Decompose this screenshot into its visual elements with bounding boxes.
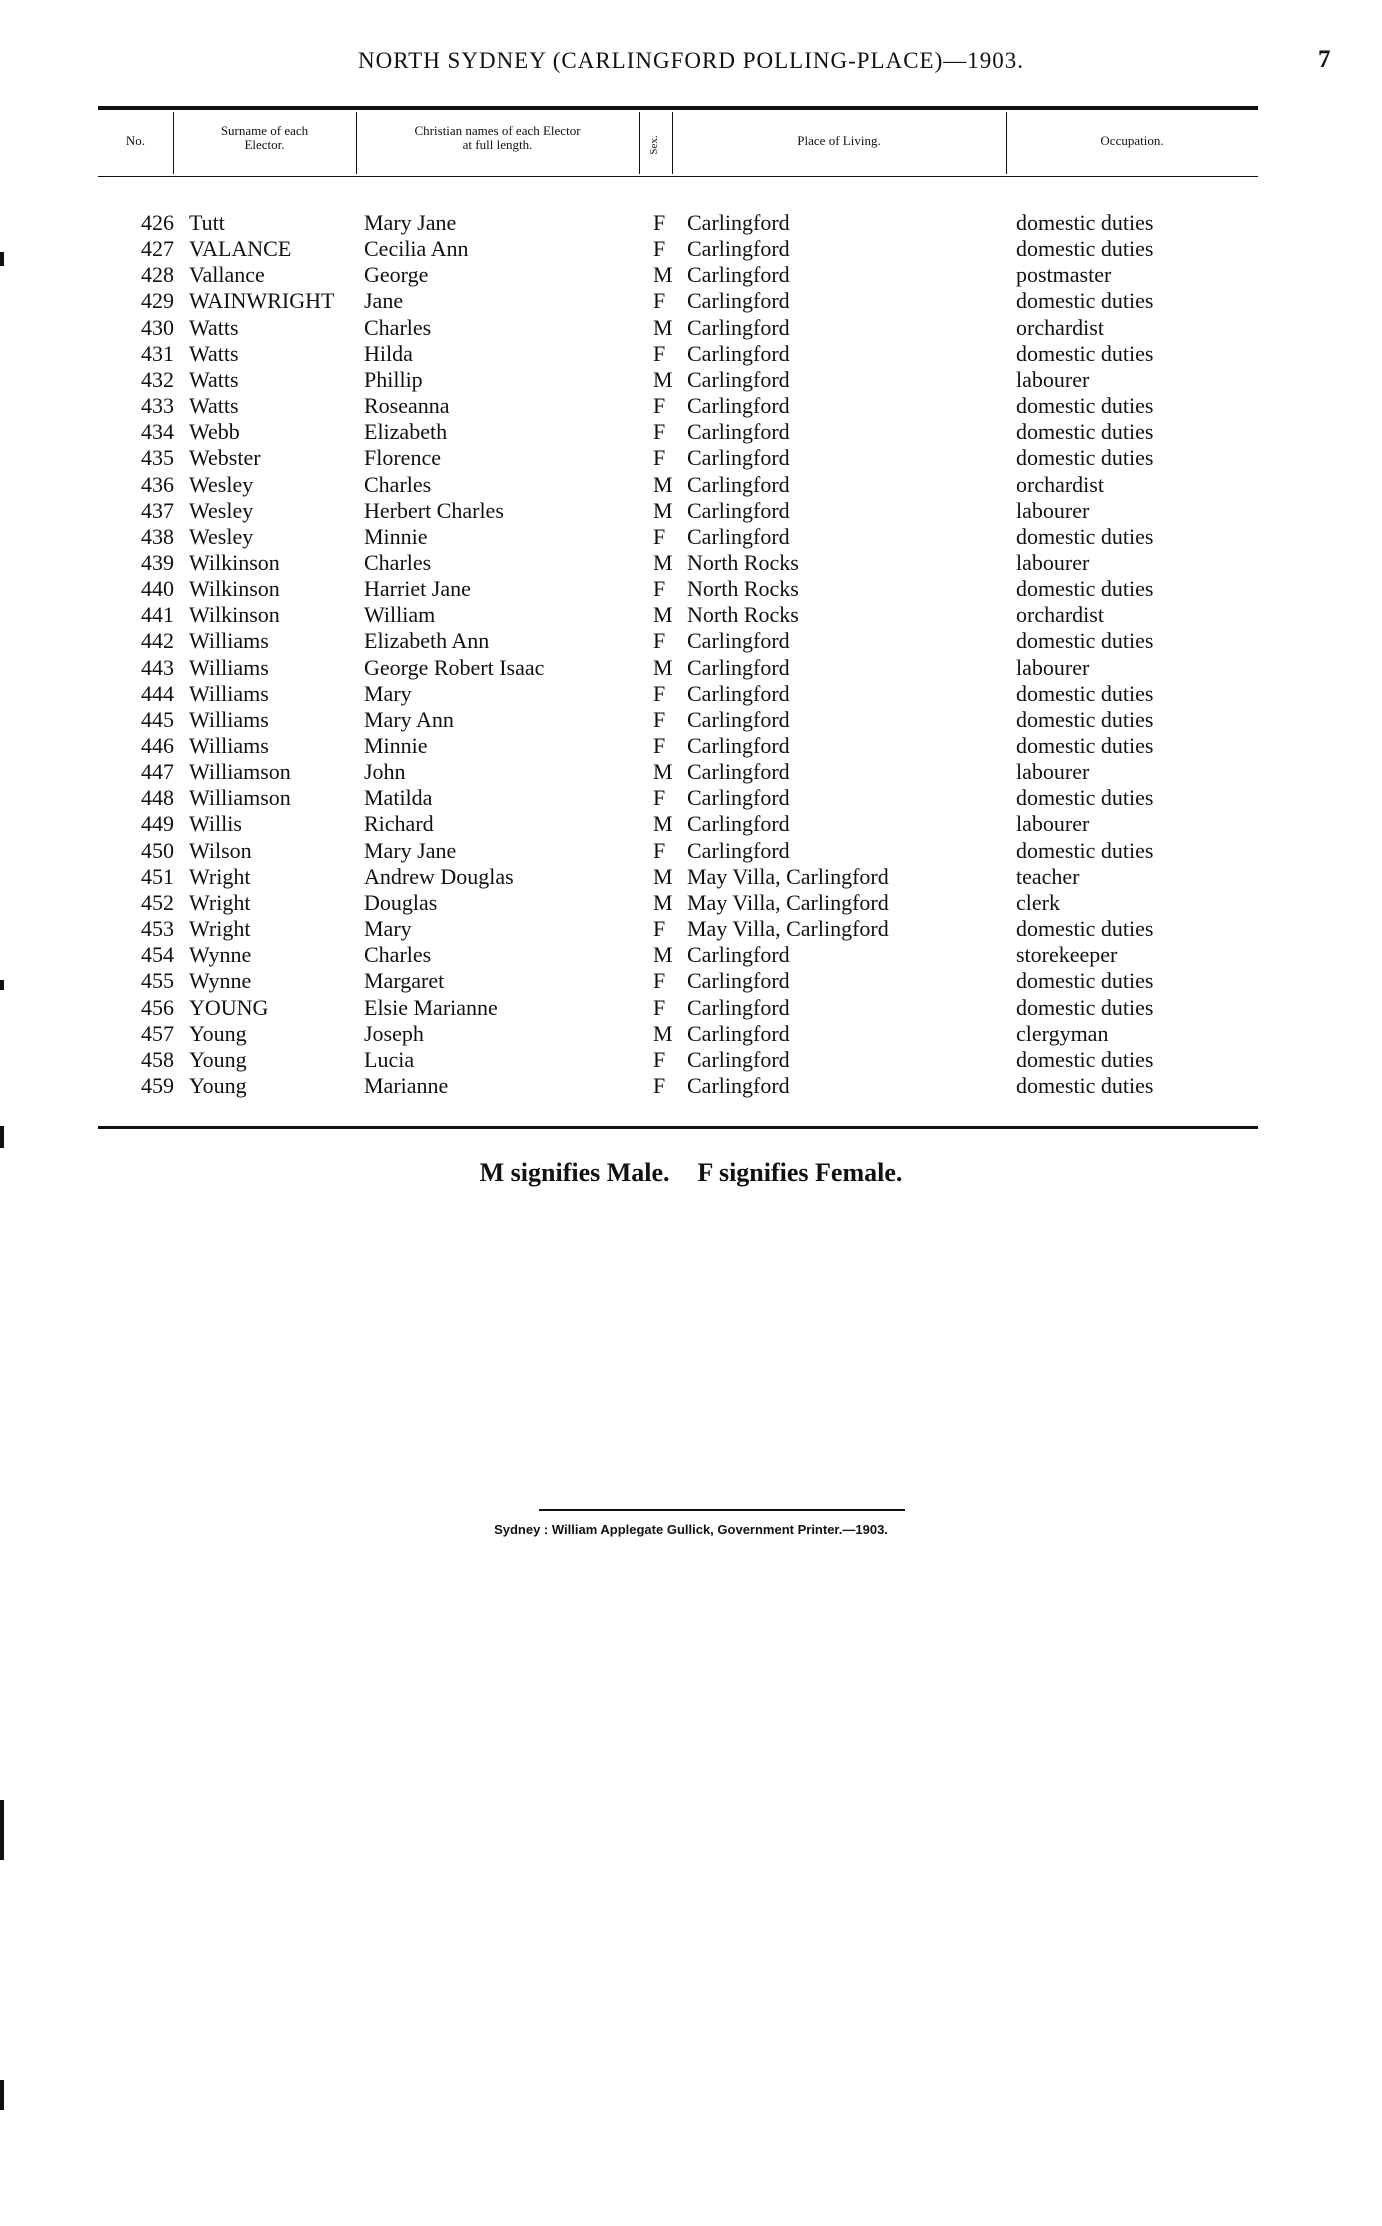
table-row: [0, 864, 1382, 890]
elector-surname: Williams: [189, 733, 269, 758]
elector-christian-names: William: [364, 602, 436, 628]
elector-christian-names: Mary: [364, 916, 412, 942]
elector-surname: Williamson: [189, 785, 291, 811]
table-row: [0, 236, 1382, 262]
elector-christian-names: George Robert Isaac: [364, 654, 545, 680]
table-row: [0, 262, 1382, 288]
elector-place-of-living: Carlingford: [687, 314, 790, 340]
elector-christian-names: George: [364, 262, 429, 288]
elector-sex: F: [653, 1046, 666, 1072]
elector-place-of-living: Carlingford: [687, 628, 790, 654]
elector-occupation: domestic duties: [1016, 288, 1154, 314]
elector-sex: F: [653, 628, 666, 654]
table-row: [0, 916, 1382, 942]
elector-place-of-living: Carlingford: [687, 968, 790, 994]
elector-occupation: domestic duties: [1016, 445, 1154, 471]
elector-surname: Willis: [189, 811, 242, 837]
elector-occupation: domestic duties: [1016, 968, 1154, 994]
elector-occupation: labourer: [1016, 497, 1090, 523]
elector-surname: Young: [189, 1020, 247, 1046]
elector-place-of-living: Carlingford: [687, 445, 790, 471]
elector-surname: Watts: [189, 340, 239, 366]
elector-sex: F: [653, 706, 666, 732]
elector-occupation: domestic duties: [1016, 994, 1154, 1020]
elector-surname: Watts: [189, 366, 239, 392]
elector-sex: M: [653, 863, 673, 889]
scan-edge-mark: [0, 252, 4, 266]
table-row: [0, 419, 1382, 445]
column-header-christian-line1: Christian names of each Elector: [414, 123, 581, 138]
elector-number: 453: [141, 916, 174, 942]
elector-place-of-living: Carlingford: [687, 1020, 790, 1046]
column-header-surname: [173, 124, 356, 152]
elector-sex: F: [653, 1072, 666, 1098]
elector-number: 444: [141, 680, 174, 706]
elector-sex: F: [653, 523, 666, 549]
elector-place-of-living: Carlingford: [687, 811, 790, 837]
elector-occupation: labourer: [1016, 654, 1090, 680]
elector-christian-names: Mary: [364, 680, 412, 706]
elector-surname: Williamson: [189, 759, 291, 785]
elector-occupation: teacher: [1016, 863, 1080, 889]
elector-sex: M: [653, 889, 673, 915]
elector-christian-names: Mary Jane: [364, 210, 457, 235]
elector-surname: Tutt: [189, 210, 225, 235]
elector-surname: Williams: [189, 706, 269, 732]
elector-place-of-living: Carlingford: [687, 706, 790, 732]
elector-sex: M: [653, 497, 673, 523]
elector-number: 443: [141, 654, 174, 680]
elector-christian-names: John: [364, 759, 406, 785]
elector-place-of-living: May Villa, Carlingford: [687, 916, 889, 942]
elector-christian-names: Douglas: [364, 889, 438, 915]
elector-place-of-living: Carlingford: [687, 1046, 790, 1072]
elector-surname: Young: [189, 1046, 247, 1072]
table-row: [0, 707, 1382, 733]
elector-christian-names: Joseph: [364, 1020, 424, 1046]
elector-number: 451: [141, 863, 174, 889]
elector-surname: Williams: [189, 654, 269, 680]
elector-sex: M: [653, 1020, 673, 1046]
table-row: [0, 602, 1382, 628]
elector-place-of-living: North Rocks: [687, 549, 799, 575]
elector-christian-names: Minnie: [364, 523, 428, 549]
elector-occupation: domestic duties: [1016, 393, 1154, 419]
elector-number: 454: [141, 942, 174, 968]
elector-occupation: domestic duties: [1016, 1072, 1154, 1098]
table-row: [0, 733, 1382, 759]
elector-place-of-living: May Villa, Carlingford: [687, 889, 889, 915]
table-row: [0, 942, 1382, 968]
elector-occupation: postmaster: [1016, 262, 1112, 288]
elector-sex: M: [653, 602, 673, 628]
elector-surname: Wynne: [189, 942, 252, 968]
elector-place-of-living: Carlingford: [687, 236, 790, 262]
elector-sex: M: [653, 759, 673, 785]
elector-occupation: domestic duties: [1016, 785, 1154, 811]
elector-sex: M: [653, 811, 673, 837]
column-header-surname-line1: Surname of each: [220, 123, 309, 138]
elector-number: 434: [141, 419, 174, 445]
elector-number: 459: [141, 1072, 174, 1098]
elector-occupation: labourer: [1016, 759, 1090, 785]
table-row: [0, 838, 1382, 864]
elector-place-of-living: May Villa, Carlingford: [687, 863, 889, 889]
elector-christian-names: Harriet Jane: [364, 576, 471, 602]
elector-occupation: clergyman: [1016, 1020, 1109, 1046]
elector-sex: F: [653, 419, 666, 445]
elector-number: 455: [141, 968, 174, 994]
elector-sex: F: [653, 785, 666, 811]
elector-surname: Wright: [189, 889, 251, 915]
elector-sex: M: [653, 654, 673, 680]
elector-occupation: domestic duties: [1016, 210, 1154, 235]
table-row: [0, 811, 1382, 837]
elector-surname: Vallance: [189, 262, 265, 288]
legend-male: M signifies Male.: [479, 1158, 670, 1187]
table-row: [0, 341, 1382, 367]
elector-occupation: domestic duties: [1016, 837, 1154, 863]
elector-sex: F: [653, 837, 666, 863]
elector-number: 437: [141, 497, 174, 523]
elector-sex: F: [653, 445, 666, 471]
elector-occupation: domestic duties: [1016, 706, 1154, 732]
elector-christian-names: Charles: [364, 942, 432, 968]
elector-occupation: domestic duties: [1016, 340, 1154, 366]
elector-sex: F: [653, 210, 666, 235]
elector-number: 440: [141, 576, 174, 602]
elector-surname: Williams: [189, 628, 269, 654]
table-row: [0, 759, 1382, 785]
scan-edge-mark: [0, 2080, 4, 2110]
elector-occupation: clerk: [1016, 889, 1060, 915]
elector-sex: M: [653, 262, 673, 288]
elector-christian-names: Matilda: [364, 785, 433, 811]
elector-place-of-living: Carlingford: [687, 288, 790, 314]
column-header-sex: Sex.: [648, 135, 660, 155]
elector-occupation: domestic duties: [1016, 733, 1154, 758]
elector-sex: F: [653, 994, 666, 1020]
elector-surname: Watts: [189, 393, 239, 419]
column-header-christian-line2: at full length.: [462, 137, 533, 152]
elector-sex: F: [653, 916, 666, 942]
elector-place-of-living: Carlingford: [687, 210, 790, 235]
elector-sex: M: [653, 942, 673, 968]
elector-number: 458: [141, 1046, 174, 1072]
table-row: [0, 628, 1382, 654]
scan-edge-mark: [0, 1800, 4, 1860]
elector-number: 436: [141, 471, 174, 497]
table-row: [0, 1021, 1382, 1047]
elector-occupation: orchardist: [1016, 602, 1104, 628]
table-row: [0, 524, 1382, 550]
table-row: [0, 210, 1382, 236]
elector-christian-names: Elizabeth: [364, 419, 448, 445]
elector-number: 446: [141, 733, 174, 758]
elector-number: 456: [141, 994, 174, 1020]
elector-place-of-living: Carlingford: [687, 733, 790, 758]
elector-place-of-living: Carlingford: [687, 942, 790, 968]
elector-place-of-living: Carlingford: [687, 785, 790, 811]
scan-edge-mark: [0, 980, 4, 990]
elector-christian-names: Florence: [364, 445, 441, 471]
table-header-rule: [98, 176, 1258, 177]
elector-christian-names: Elsie Marianne: [364, 994, 498, 1020]
elector-number: 450: [141, 837, 174, 863]
sex-legend: [0, 1158, 1382, 1188]
table-row: [0, 785, 1382, 811]
table-row: [0, 655, 1382, 681]
table-row: [0, 288, 1382, 314]
table-row: [0, 995, 1382, 1021]
elector-number: 433: [141, 393, 174, 419]
elector-sex: F: [653, 340, 666, 366]
elector-surname: YOUNG: [189, 994, 269, 1020]
elector-christian-names: Charles: [364, 314, 432, 340]
elector-christian-names: Jane: [364, 288, 404, 314]
column-header-place: Place of Living.: [797, 133, 881, 148]
elector-sex: F: [653, 393, 666, 419]
column-header-christian: [356, 124, 639, 152]
printer-rule: [539, 1509, 905, 1511]
elector-christian-names: Elizabeth Ann: [364, 628, 490, 654]
elector-surname: Wilkinson: [189, 549, 280, 575]
elector-place-of-living: Carlingford: [687, 523, 790, 549]
elector-occupation: domestic duties: [1016, 680, 1154, 706]
elector-number: 447: [141, 759, 174, 785]
elector-place-of-living: Carlingford: [687, 994, 790, 1020]
elector-surname: Watts: [189, 314, 239, 340]
elector-occupation: orchardist: [1016, 471, 1104, 497]
elector-number: 457: [141, 1020, 174, 1046]
elector-place-of-living: Carlingford: [687, 759, 790, 785]
table-row: [0, 550, 1382, 576]
elector-place-of-living: North Rocks: [687, 576, 799, 602]
elector-christian-names: Minnie: [364, 733, 428, 758]
elector-surname: Wesley: [189, 471, 254, 497]
elector-occupation: storekeeper: [1016, 942, 1118, 968]
elector-number: 435: [141, 445, 174, 471]
column-separator: [639, 112, 640, 174]
elector-surname: Williams: [189, 680, 269, 706]
elector-place-of-living: Carlingford: [687, 471, 790, 497]
elector-sex: M: [653, 471, 673, 497]
elector-place-of-living: Carlingford: [687, 419, 790, 445]
table-row: [0, 472, 1382, 498]
elector-number: 445: [141, 706, 174, 732]
elector-surname: Wilson: [189, 837, 252, 863]
elector-number: 432: [141, 366, 174, 392]
elector-number: 439: [141, 549, 174, 575]
elector-surname: Wynne: [189, 968, 252, 994]
table-row: [0, 367, 1382, 393]
table-row: [0, 315, 1382, 341]
elector-occupation: domestic duties: [1016, 576, 1154, 602]
elector-surname: WAINWRIGHT: [189, 288, 335, 314]
page-number: 7: [1318, 46, 1331, 73]
elector-christian-names: Charles: [364, 471, 432, 497]
elector-surname: Webb: [189, 419, 240, 445]
elector-occupation: domestic duties: [1016, 1046, 1154, 1072]
elector-place-of-living: Carlingford: [687, 654, 790, 680]
elector-christian-names: Roseanna: [364, 393, 450, 419]
elector-occupation: labourer: [1016, 811, 1090, 837]
elector-number: 429: [141, 288, 174, 314]
table-row: [0, 968, 1382, 994]
table-row: [0, 498, 1382, 524]
legend-female: F signifies Female.: [697, 1158, 903, 1187]
table-row: [0, 445, 1382, 471]
elector-christian-names: Hilda: [364, 340, 413, 366]
elector-surname: Wright: [189, 916, 251, 942]
elector-occupation: labourer: [1016, 549, 1090, 575]
elector-christian-names: Phillip: [364, 366, 423, 392]
elector-number: 449: [141, 811, 174, 837]
elector-place-of-living: Carlingford: [687, 393, 790, 419]
elector-surname: Wright: [189, 863, 251, 889]
elector-surname: Young: [189, 1072, 247, 1098]
elector-occupation: domestic duties: [1016, 236, 1154, 262]
elector-surname: Wilkinson: [189, 602, 280, 628]
elector-number: 427: [141, 236, 174, 262]
elector-occupation: domestic duties: [1016, 628, 1154, 654]
elector-place-of-living: Carlingford: [687, 366, 790, 392]
elector-number: 441: [141, 602, 174, 628]
elector-sex: M: [653, 314, 673, 340]
page-title: NORTH SYDNEY (CARLINGFORD POLLING-PLACE)—1903.: [357, 48, 1025, 73]
elector-sex: F: [653, 236, 666, 262]
elector-christian-names: Herbert Charles: [364, 497, 504, 523]
elector-number: 431: [141, 340, 174, 366]
table-row: [0, 576, 1382, 602]
elector-christian-names: Margaret: [364, 968, 445, 994]
table-row: [0, 393, 1382, 419]
table-row: [0, 890, 1382, 916]
elector-number: 442: [141, 628, 174, 654]
elector-place-of-living: Carlingford: [687, 340, 790, 366]
elector-number: 428: [141, 262, 174, 288]
elector-christian-names: Mary Jane: [364, 837, 457, 863]
elector-christian-names: Mary Ann: [364, 706, 454, 732]
elector-sex: F: [653, 968, 666, 994]
elector-christian-names: Richard: [364, 811, 434, 837]
column-header-surname-line2: Elector.: [244, 137, 285, 152]
elector-surname: Wilkinson: [189, 576, 280, 602]
elector-surname: Wesley: [189, 523, 254, 549]
elector-place-of-living: Carlingford: [687, 837, 790, 863]
elector-surname: Webster: [189, 445, 261, 471]
scan-edge-mark: [0, 1126, 4, 1148]
elector-place-of-living: Carlingford: [687, 1072, 790, 1098]
printer-imprint: Sydney : William Applegate Gullick, Government Printer.—1903.: [494, 1522, 888, 1537]
elector-sex: M: [653, 549, 673, 575]
elector-occupation: domestic duties: [1016, 419, 1154, 445]
elector-surname: VALANCE: [189, 236, 292, 262]
table-top-rule: [98, 106, 1258, 110]
elector-christian-names: Marianne: [364, 1072, 449, 1098]
elector-occupation: domestic duties: [1016, 523, 1154, 549]
elector-christian-names: Andrew Douglas: [364, 863, 514, 889]
elector-sex: M: [653, 366, 673, 392]
elector-sex: F: [653, 288, 666, 314]
elector-number: 426: [141, 210, 174, 235]
table-bottom-rule: [98, 1126, 1258, 1129]
elector-place-of-living: Carlingford: [687, 680, 790, 706]
elector-number: 430: [141, 314, 174, 340]
elector-sex: F: [653, 680, 666, 706]
elector-occupation: domestic duties: [1016, 916, 1154, 942]
elector-christian-names: Cecilia Ann: [364, 236, 469, 262]
elector-place-of-living: North Rocks: [687, 602, 799, 628]
elector-occupation: labourer: [1016, 366, 1090, 392]
column-header-occupation: Occupation.: [1100, 133, 1164, 148]
elector-number: 452: [141, 889, 174, 915]
table-row: [0, 1047, 1382, 1073]
table-row: [0, 1073, 1382, 1099]
elector-surname: Wesley: [189, 497, 254, 523]
table-row: [0, 681, 1382, 707]
elector-sex: F: [653, 733, 666, 758]
elector-sex: F: [653, 576, 666, 602]
elector-christian-names: Lucia: [364, 1046, 415, 1072]
elector-number: 448: [141, 785, 174, 811]
column-header-no: No.: [125, 133, 146, 148]
elector-place-of-living: Carlingford: [687, 262, 790, 288]
elector-place-of-living: Carlingford: [687, 497, 790, 523]
elector-occupation: orchardist: [1016, 314, 1104, 340]
elector-christian-names: Charles: [364, 549, 432, 575]
elector-number: 438: [141, 523, 174, 549]
